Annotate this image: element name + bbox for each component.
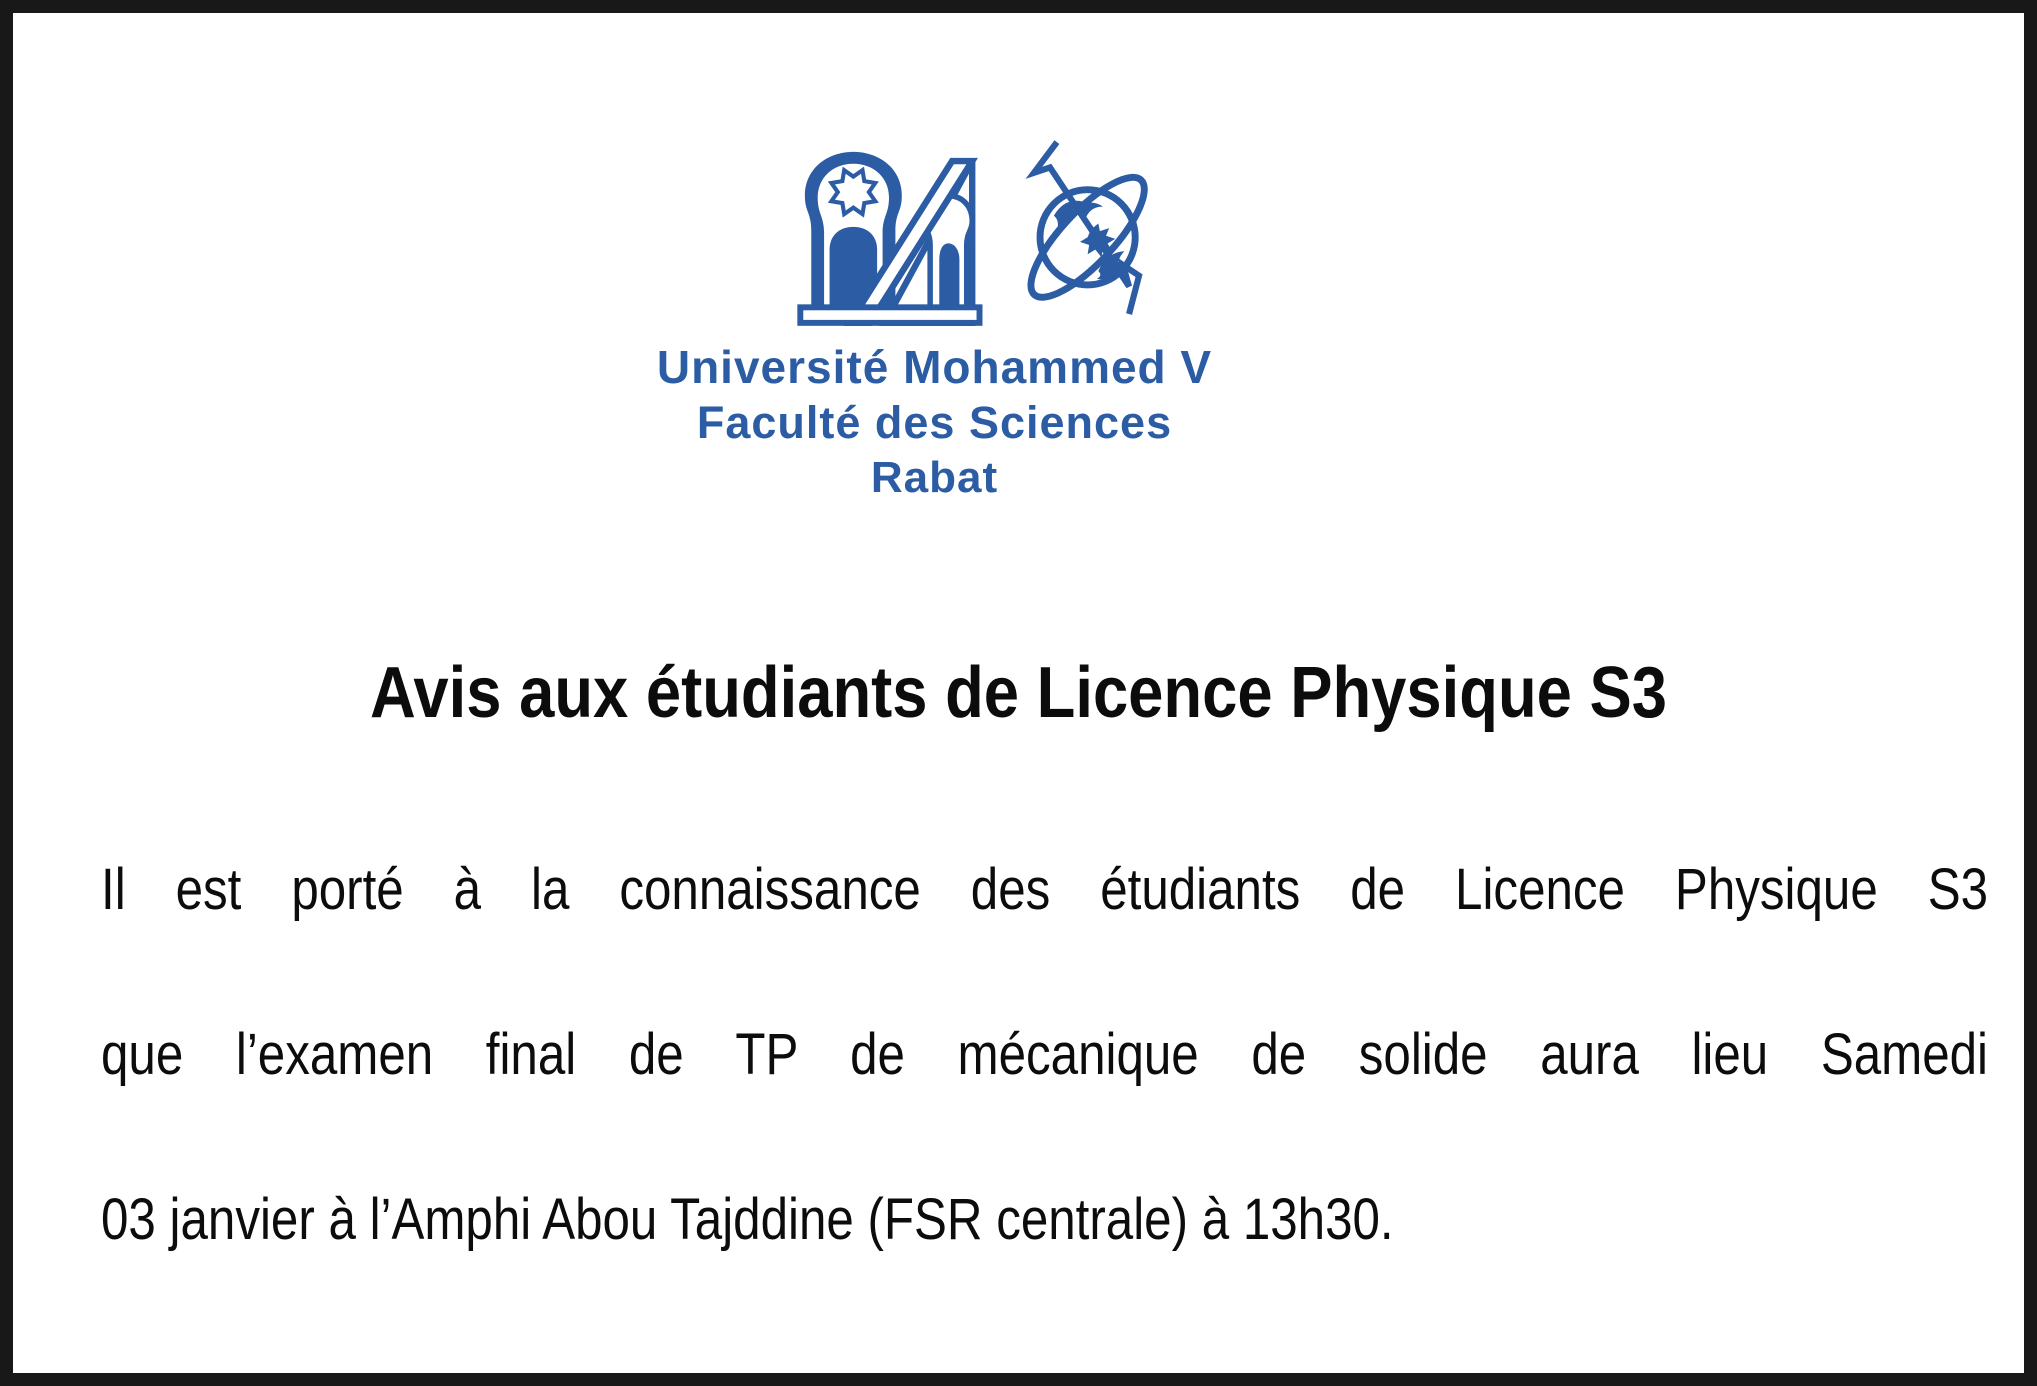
logo-line-faculty: Faculté des Sciences [696,397,1173,448]
university-logo [0,139,1981,331]
logo-line-city: Rabat [870,453,999,502]
notice-body-line-1: Il est porté à la connaissance des étudiants de Licence Physique S3 [101,857,1988,922]
university-arch-emblem-icon [793,141,985,331]
notice-body-line-3: 03 janvier à l’Amphi Abou Tajddine (FSR centrale) à 13h30. [101,1187,1394,1252]
logo-line-university: Université Mohammed V [656,341,1213,393]
science-atom-globe-emblem-icon [1017,139,1159,331]
notice-title: Avis aux étudiants de Licence Physique S3 [369,653,1667,733]
notice-body-line-2: que l’examen final de TP de mécanique de solide aura lieu Samedi [101,1022,1988,1087]
logo-wordmark [0,339,1940,505]
notice-body [101,807,1988,1302]
